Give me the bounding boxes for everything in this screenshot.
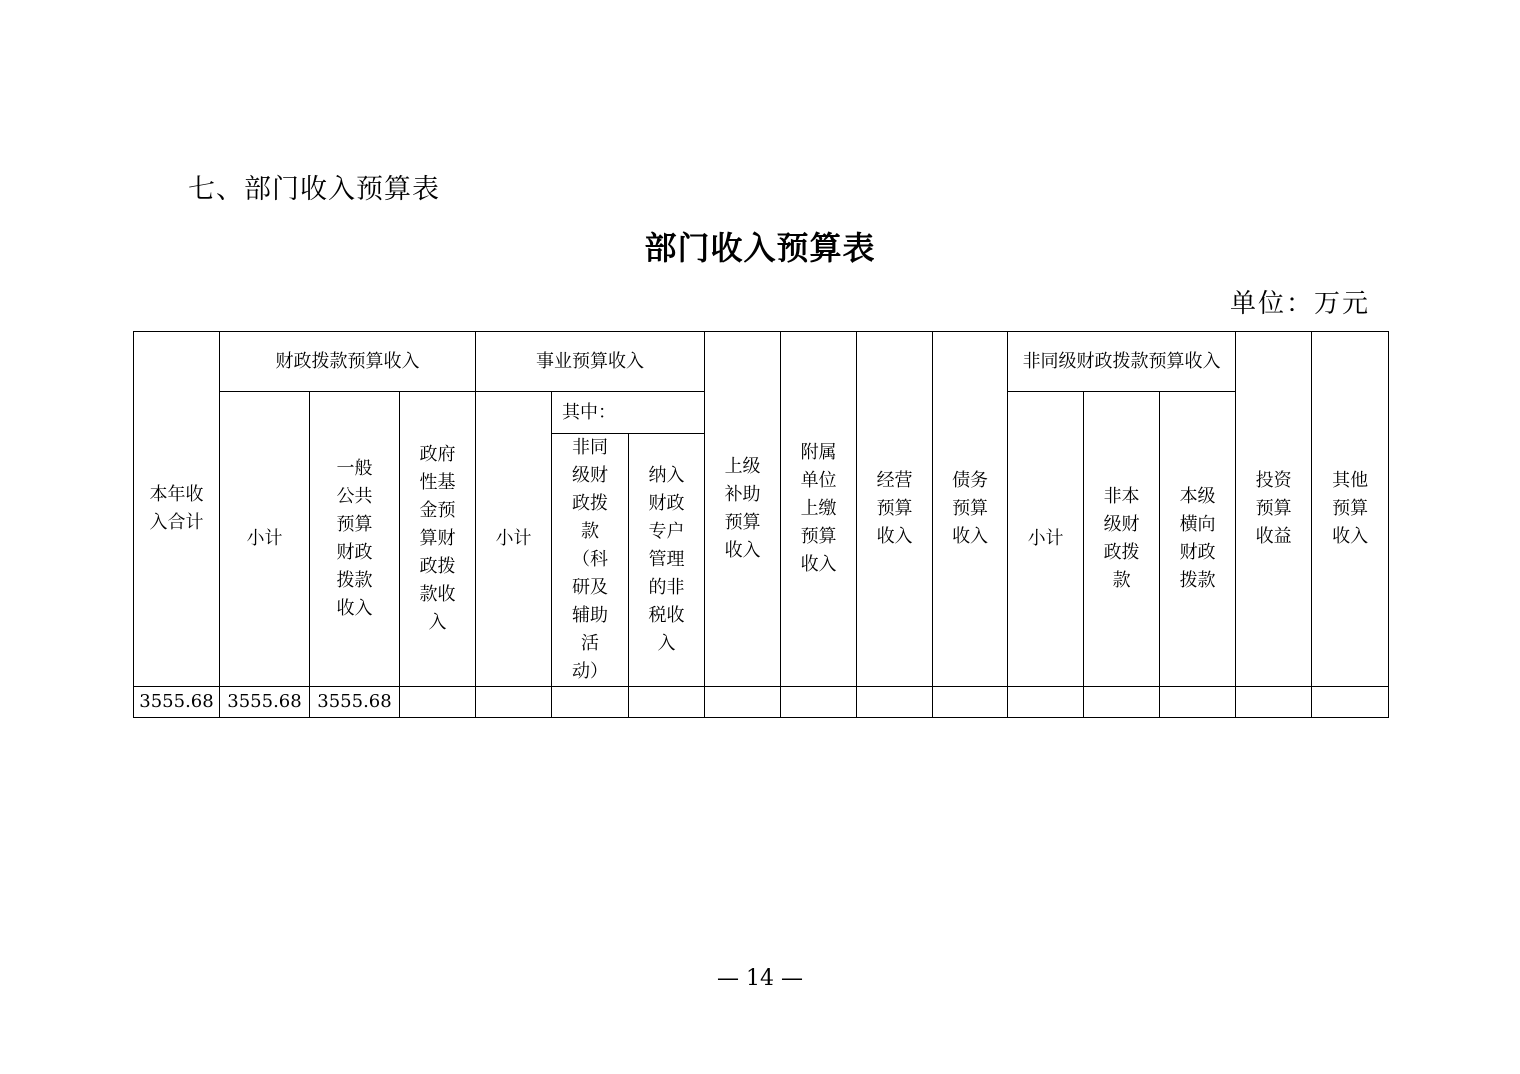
cell-fiscal-general: 3555.68 bbox=[310, 687, 400, 718]
header-business-group: 事业预算收入 bbox=[476, 332, 705, 392]
cell-other bbox=[1312, 687, 1389, 718]
page-number: — 14 — bbox=[717, 966, 803, 991]
table-title: 部门收入预算表 bbox=[644, 229, 876, 267]
cell-business-special-account bbox=[629, 687, 705, 718]
cell-business-subtotal bbox=[476, 687, 552, 718]
header-business-subtotal: 小计 bbox=[476, 392, 552, 687]
cell-investment bbox=[1236, 687, 1312, 718]
header-total: 本年收入合计 bbox=[134, 332, 220, 687]
header-debt: 债务预算收入 bbox=[933, 332, 1008, 687]
section-heading: 七、部门收入预算表 bbox=[188, 174, 440, 205]
header-superior-subsidy: 上级补助预算收入 bbox=[705, 332, 781, 687]
cell-fiscal-subtotal: 3555.68 bbox=[220, 687, 310, 718]
cell-superior-subsidy bbox=[705, 687, 781, 718]
header-row-1 bbox=[134, 332, 1389, 392]
income-budget-table bbox=[133, 331, 1389, 718]
header-business-special-account: 纳入财政专户管理的非税收入 bbox=[629, 434, 705, 687]
header-operating: 经营预算收入 bbox=[857, 332, 933, 687]
header-fiscal-group: 财政拨款预算收入 bbox=[220, 332, 476, 392]
header-non-same-non-local: 非本级财政拨款 bbox=[1084, 392, 1160, 687]
unit-label: 单位：万元 bbox=[1229, 289, 1370, 319]
cell-total: 3555.68 bbox=[134, 687, 220, 718]
header-fiscal-gov-fund: 政府性基金预算财政拨款收入 bbox=[400, 392, 476, 687]
header-business-of-which: 其中： bbox=[552, 392, 705, 434]
header-affiliated-units: 附属单位上缴预算收入 bbox=[781, 332, 857, 687]
header-other: 其他预算收入 bbox=[1312, 332, 1389, 687]
header-non-same-group: 非同级财政拨款预算收入 bbox=[1008, 332, 1236, 392]
header-non-same-horizontal: 本级横向财政拨款 bbox=[1160, 392, 1236, 687]
cell-non-same-non-local bbox=[1084, 687, 1160, 718]
cell-non-same-subtotal bbox=[1008, 687, 1084, 718]
header-fiscal-general: 一般公共预算财政拨款收入 bbox=[310, 392, 400, 687]
table-row bbox=[134, 687, 1389, 718]
header-investment: 投资预算收益 bbox=[1236, 332, 1312, 687]
cell-fiscal-gov-fund bbox=[400, 687, 476, 718]
cell-business-non-same-level bbox=[552, 687, 629, 718]
header-fiscal-subtotal: 小计 bbox=[220, 392, 310, 687]
cell-debt bbox=[933, 687, 1008, 718]
cell-affiliated-units bbox=[781, 687, 857, 718]
cell-operating bbox=[857, 687, 933, 718]
header-business-non-same-level: 非同级财政拨款（科研及辅助活动） bbox=[552, 434, 629, 687]
cell-non-same-horizontal bbox=[1160, 687, 1236, 718]
header-non-same-subtotal: 小计 bbox=[1008, 392, 1084, 687]
